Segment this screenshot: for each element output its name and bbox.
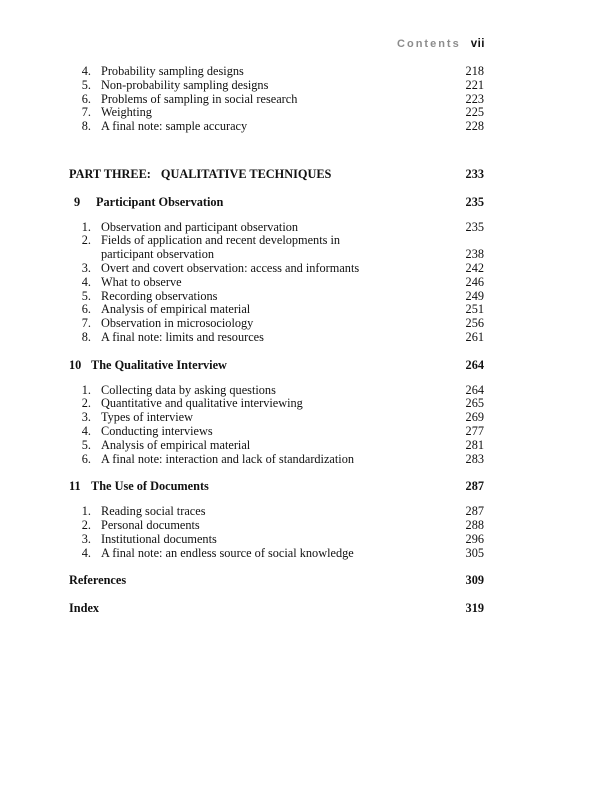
toc-entry-number: 3. [81, 531, 91, 546]
toc-entry-page: 256 [465, 316, 484, 331]
toc-entry-page: 242 [465, 260, 484, 275]
toc-entry[interactable] [69, 276, 484, 290]
toc-entry-title: Non-probability sampling designs [101, 77, 269, 92]
toc-entry-number: 1. [81, 382, 91, 397]
toc-chapter-11[interactable] [69, 480, 484, 494]
toc-entry[interactable] [69, 93, 484, 107]
toc-entry-title: Observation and participant observation [101, 219, 299, 234]
toc-part-three[interactable] [69, 168, 484, 182]
toc-entry-number: 8. [81, 119, 91, 134]
toc-entry[interactable] [69, 290, 484, 304]
chapter-title: The Qualitative Interview [91, 357, 227, 372]
toc-entry[interactable] [69, 397, 484, 411]
toc-entry-title: Probability sampling designs [101, 64, 244, 78]
toc-entry-title: Problems of sampling in social research [101, 91, 298, 106]
toc-entry-number: 4. [81, 274, 91, 289]
running-header-label: Contents [397, 38, 461, 50]
chapter-9-entries [69, 221, 484, 345]
toc-entry-page: 249 [465, 288, 484, 303]
toc-entry[interactable] [69, 505, 484, 519]
toc-entry-title: Reading social traces [101, 504, 206, 519]
toc-entry-title: What to observe [101, 274, 182, 289]
toc-entry[interactable] [69, 79, 484, 93]
toc-entry-page: 269 [465, 410, 484, 425]
toc-entry-number: 3. [81, 260, 91, 275]
toc-entry-title: Overt and covert observation: access and informants [101, 260, 360, 275]
toc-entry-title: A final note: limits and resources [101, 329, 264, 344]
toc-entry[interactable] [69, 439, 484, 453]
toc-entry-number: 2. [81, 233, 91, 248]
toc-entry-page: 283 [465, 451, 484, 466]
toc-entry-page: 251 [465, 302, 484, 317]
toc-entry-page: 296 [465, 531, 484, 546]
toc-entry-number: 1. [81, 504, 91, 519]
toc-entry-number: 4. [81, 64, 91, 78]
toc-index[interactable] [69, 602, 484, 616]
toc-entry-page: 238 [465, 247, 484, 262]
toc-entry-number [69, 248, 101, 262]
toc-entry-number: 8. [81, 329, 91, 344]
toc-entry-title: Observation in microsociology [101, 316, 254, 331]
toc-entry-title: A final note: an endless source of social knowledge [101, 545, 354, 560]
toc-entry[interactable] [69, 317, 484, 331]
toc-entry-title: participant observation [101, 247, 215, 262]
toc-entry[interactable] [69, 547, 484, 561]
toc-entry-title: Recording observations [101, 288, 218, 303]
toc-entry-title: Fields of application and recent developments in [101, 233, 341, 248]
toc-entry-page: 265 [465, 396, 484, 411]
toc-entry[interactable] [69, 106, 484, 120]
toc-entry[interactable] [69, 425, 484, 439]
toc-entry-title: Conducting interviews [101, 423, 213, 438]
toc-entry-number: 6. [81, 91, 91, 106]
toc-entry[interactable] [69, 221, 484, 235]
toc-entry-title: Personal documents [101, 517, 200, 532]
chapter-10-entries [69, 384, 484, 467]
toc-entry-title: Types of interview [101, 410, 194, 425]
toc-entry-title: Collecting data by asking questions [101, 382, 276, 397]
toc-entry[interactable] [69, 519, 484, 533]
toc-entry-page: 264 [465, 382, 484, 397]
toc-entry-number: 4. [81, 423, 91, 438]
toc-entry[interactable] [69, 234, 484, 248]
toc-entry-title: A final note: sample accuracy [101, 119, 248, 134]
toc-entry-page: 235 [465, 219, 484, 234]
chapter-11-entries [69, 505, 484, 560]
toc-entry-number: 2. [81, 396, 91, 411]
part-label: PART THREE: [69, 166, 151, 181]
toc-entry[interactable] [69, 262, 484, 276]
toc-section-continued [69, 65, 484, 134]
toc-entry-page: 277 [465, 423, 484, 438]
toc-entry-page: 218 [465, 64, 484, 78]
toc-entry-number: 5. [81, 437, 91, 452]
toc-entry[interactable] [69, 453, 484, 467]
toc-entry-title: Institutional documents [101, 531, 217, 546]
toc-entry-number: 5. [81, 77, 91, 92]
toc-entry-page: 261 [465, 329, 484, 344]
toc-entry-number: 4. [81, 545, 91, 560]
index-page: 319 [465, 601, 484, 616]
running-header [397, 38, 485, 50]
toc-entry-page: 281 [465, 437, 484, 452]
toc-entry-number: 7. [81, 105, 91, 120]
toc-entry-number: 1. [81, 219, 91, 234]
toc-entry-page: 287 [465, 504, 484, 519]
chapter-page: 235 [465, 194, 484, 209]
toc-entry-number: 2. [81, 517, 91, 532]
toc-entry[interactable] [69, 120, 484, 134]
toc-entry-title: A final note: interaction and lack of standardization [101, 451, 355, 466]
part-page: 233 [465, 166, 484, 181]
toc-entry-page: 228 [465, 119, 484, 134]
index-title: Index [69, 601, 100, 616]
toc-references[interactable] [69, 574, 484, 588]
table-of-contents [69, 65, 484, 616]
toc-entry[interactable] [69, 533, 484, 547]
toc-chapter-10[interactable] [69, 359, 484, 373]
toc-entry-title: Weighting [101, 105, 152, 120]
chapter-number: 9 [74, 194, 81, 209]
toc-entry[interactable] [69, 65, 484, 79]
toc-entry-page: 223 [465, 91, 484, 106]
toc-entry-number: 6. [81, 451, 91, 466]
toc-entry-title: Analysis of empirical material [101, 302, 251, 317]
toc-entry-title: Quantitative and qualitative interviewing [101, 396, 303, 411]
running-header-page-number: vii [470, 38, 485, 50]
toc-entry-number: 3. [81, 410, 91, 425]
toc-entry-number: 5. [81, 288, 91, 303]
toc-entry-continuation[interactable] [69, 248, 484, 262]
chapter-number: 11 [69, 479, 81, 494]
toc-entry[interactable] [69, 303, 484, 317]
part-title: QUALITATIVE TECHNIQUES [160, 166, 332, 181]
toc-entry-page: 288 [465, 517, 484, 532]
references-title: References [69, 573, 127, 588]
toc-entry-title: Analysis of empirical material [101, 437, 251, 452]
references-page: 309 [465, 573, 484, 588]
toc-entry[interactable] [69, 411, 484, 425]
chapter-page: 264 [465, 357, 484, 372]
toc-entry-page: 225 [465, 105, 484, 120]
chapter-title: Participant Observation [96, 194, 224, 209]
toc-entry[interactable] [69, 384, 484, 398]
toc-entry-page: 221 [465, 77, 484, 92]
toc-entry-number: 6. [81, 302, 91, 317]
toc-chapter-9[interactable] [69, 196, 484, 210]
toc-entry-number: 7. [81, 316, 91, 331]
chapter-number: 10 [69, 357, 82, 372]
toc-entry-page: 305 [465, 545, 484, 560]
toc-entry[interactable] [69, 331, 484, 345]
chapter-page: 287 [465, 479, 484, 494]
toc-entry-page: 246 [465, 274, 484, 289]
chapter-title: The Use of Documents [91, 479, 209, 494]
